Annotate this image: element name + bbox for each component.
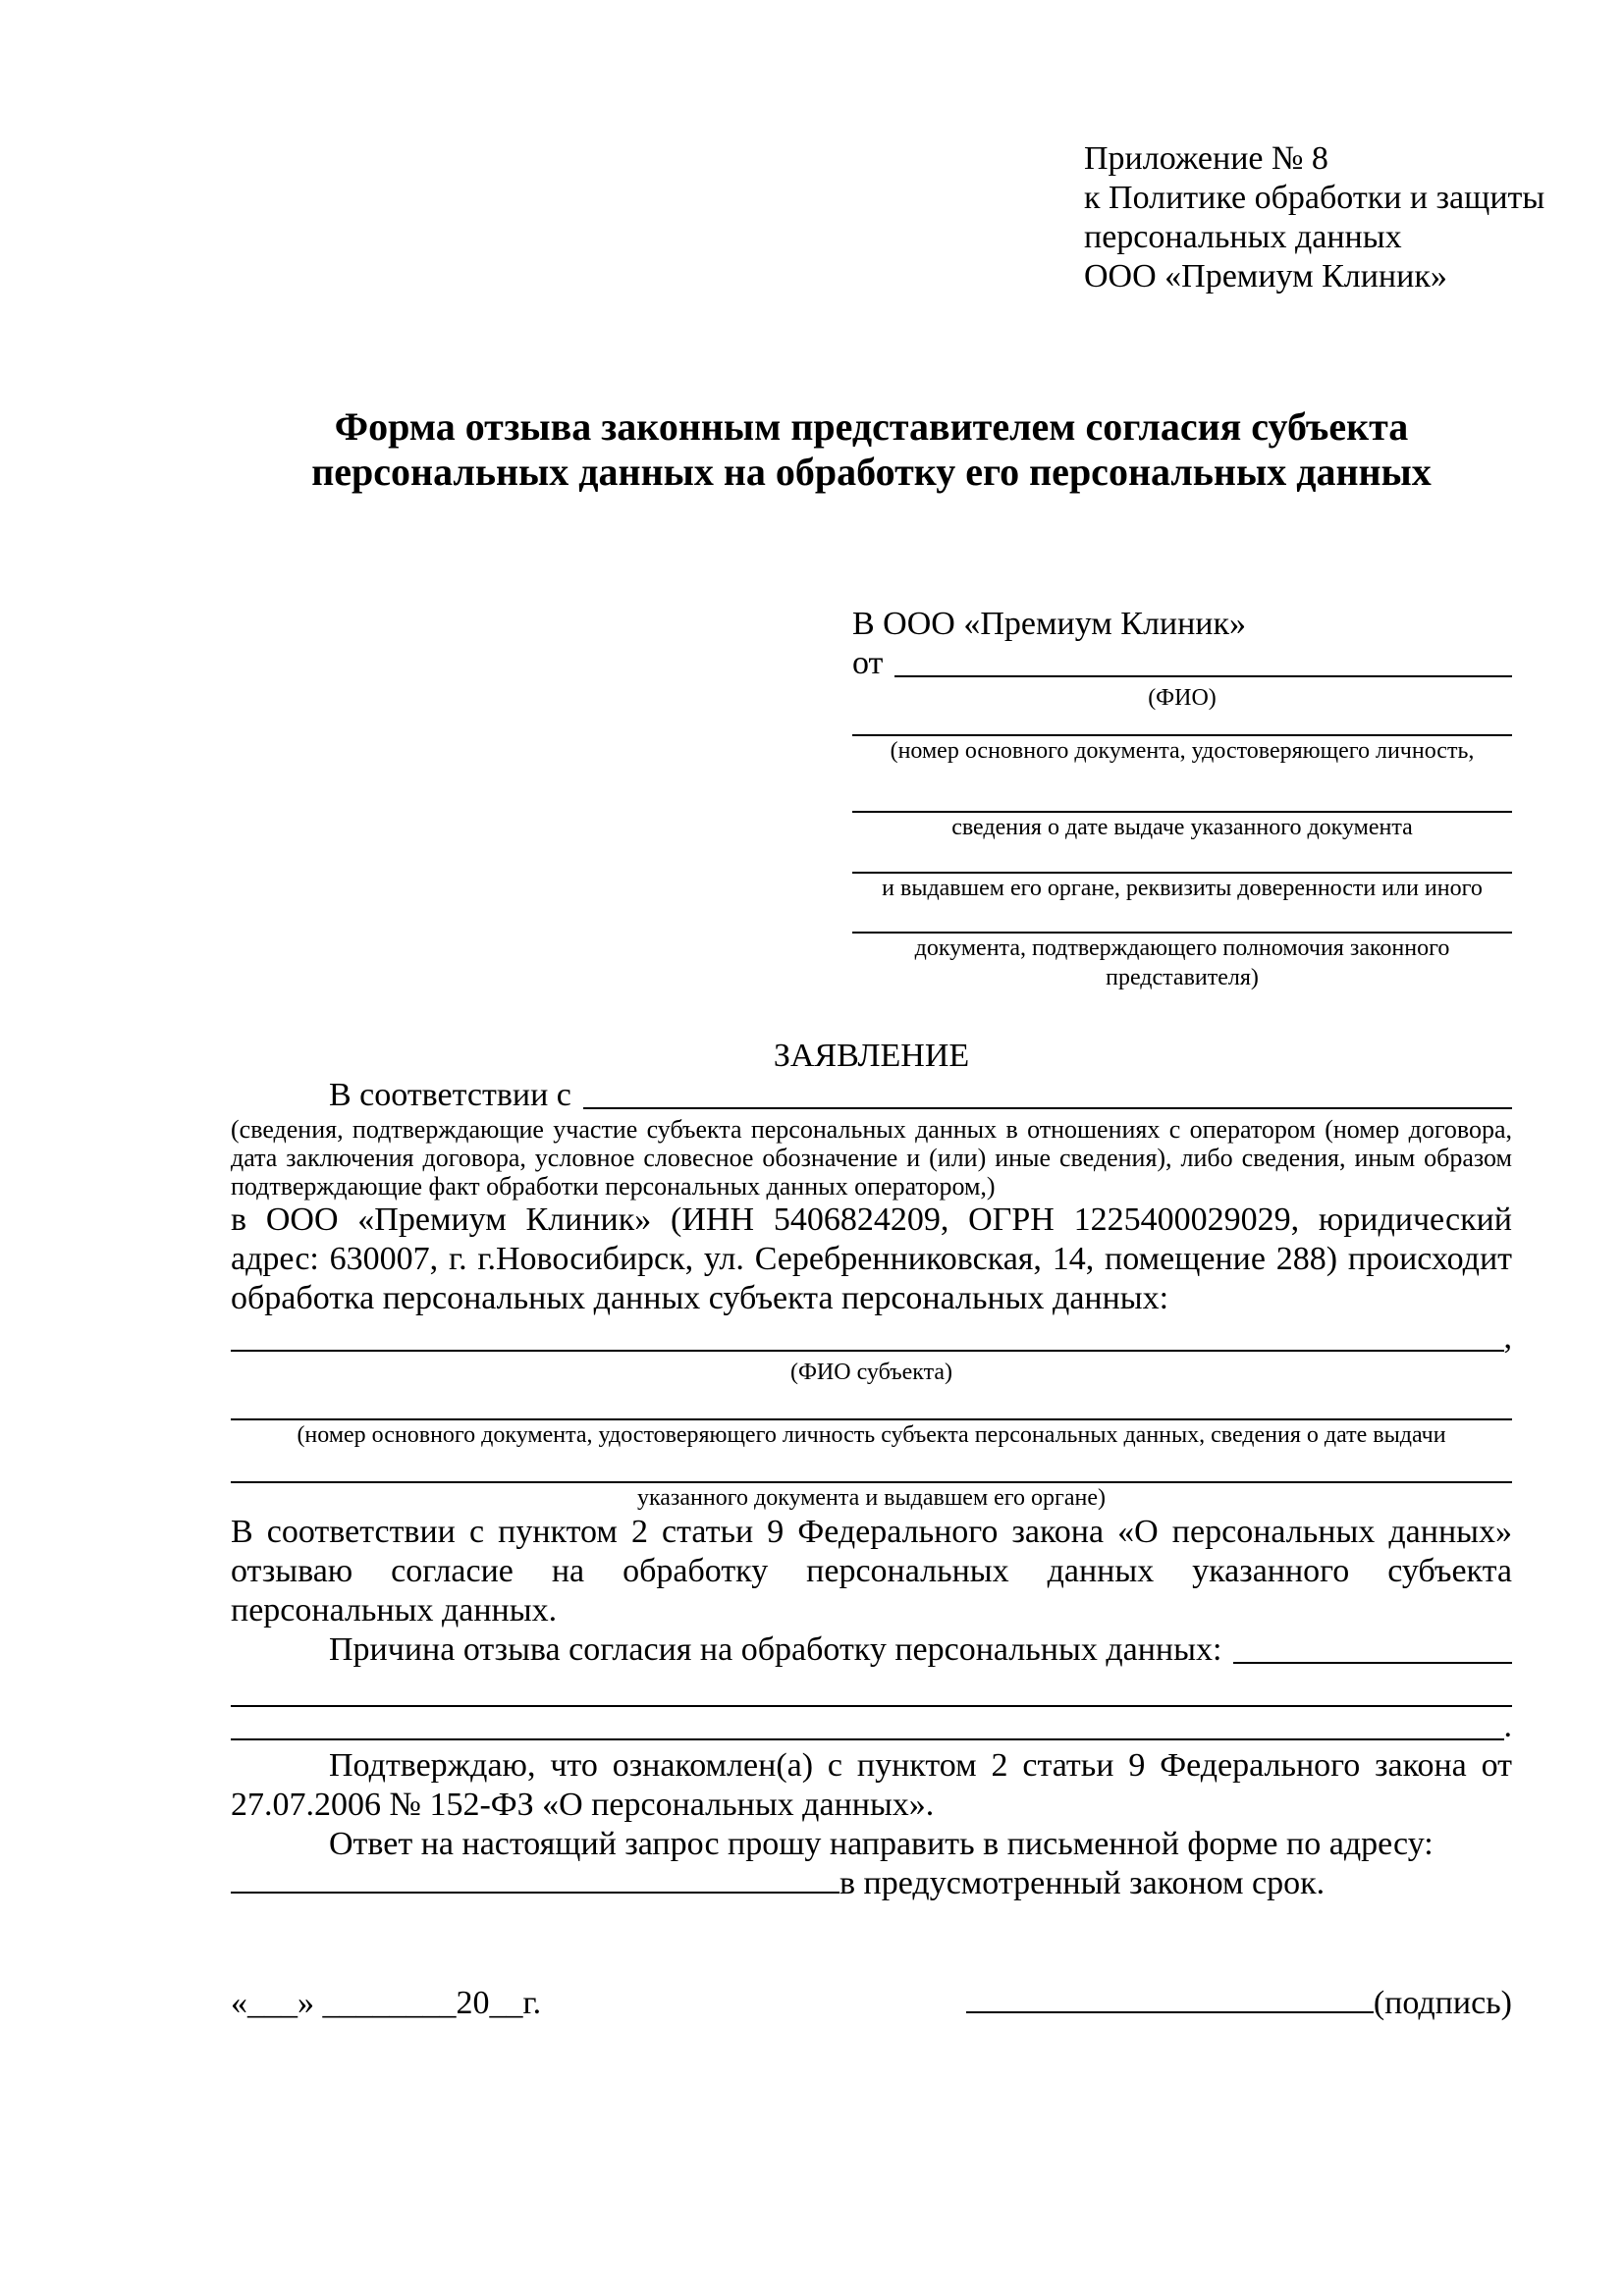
representative-doc-blank-line-1: [852, 713, 1512, 736]
date-line: «___» ________20__г.: [231, 1985, 542, 2021]
subject-doc-caption-2: указанного документа и выдавшем его органе): [636, 1485, 1107, 1511]
signature-group: [966, 1984, 1512, 2023]
subject-fio-row: [231, 1318, 1512, 1358]
doc-caption-2: сведения о дате выдаче указанного документа: [951, 815, 1413, 840]
from-row: [852, 644, 1512, 683]
appendix-header: [1084, 139, 1624, 296]
reason-label: Причина отзыва согласия на обработку персональных данных:: [329, 1631, 1222, 1668]
subject-fio-caption: (ФИО субъекта): [789, 1360, 953, 1385]
representative-doc-blank-line-3: [852, 842, 1512, 874]
doc-caption-3: и выдавшем его органе, реквизиты доверенности или иного: [882, 876, 1483, 901]
subject-doc-caption-1: (номер основного документа, удостоверяющего личность субъекта персональных данных, сведения о дате выдачи: [297, 1422, 1446, 1448]
reason-tail-period: .: [1503, 1708, 1512, 1744]
accordance-blank-line: [583, 1076, 1512, 1109]
appendix-header-line: ООО «Премиум Клиник»: [1084, 258, 1447, 294]
signature-caption: (подпись): [1373, 1985, 1512, 2021]
reason-continuation-line-1: [231, 1670, 1512, 1707]
reply-address-row: [231, 1864, 1512, 1903]
statement-heading: ЗАЯВЛЕНИЕ: [773, 1038, 970, 1074]
reason-blank-line: [1233, 1630, 1512, 1664]
reason-continuation-line-2: [231, 1707, 1504, 1740]
document-title: [231, 404, 1512, 495]
reason-row: [231, 1630, 1512, 1670]
reply-lead-paragraph: Ответ на настоящий запрос прошу направить в письменной форме по адресу:: [329, 1826, 1434, 1862]
document-title-line-2: персональных данных на обработку его персональных данных: [311, 450, 1432, 494]
subject-fio-blank-line: [231, 1318, 1504, 1352]
withdrawal-paragraph: В соответствии с пунктом 2 статьи 9 Федерального закона «О персональных данных» отзываю согласие на обработку персональных данных указанного субъекта персональных данных.: [231, 1514, 1512, 1629]
subject-doc-blank-line-1: [231, 1387, 1512, 1420]
from-label: от: [852, 645, 884, 681]
doc-caption-4: документа, подтверждающего полномочия законного представителя): [914, 935, 1450, 990]
accordance-label: В соответствии с: [329, 1077, 571, 1113]
reason-continuation-row: [231, 1707, 1512, 1746]
operator-paragraph: в ООО «Премиум Клиник» (ИНН 5406824209, ОГРН 1225400029029, юридический адрес: 630007, г. г.Новосибирск, ул. Серебренниковская, 14, помещение 288) происходит обработка персональных данных субъекта персональных данных:: [231, 1201, 1512, 1316]
subject-doc-blank-line-2: [231, 1450, 1512, 1483]
subject-fio-suffix: ,: [1503, 1319, 1512, 1356]
date-signature-row: [231, 1984, 1512, 2023]
note-small-text: (сведения, подтверждающие участие субъекта персональных данных в отношениях с оператором (номер договора, дата заключения договора, условное словесное обозначение и (или) иные сведения), либо сведения, иным образом подтверждающие факт обработки персональных данных оператором,): [231, 1115, 1512, 1201]
appendix-header-line: Приложение № 8: [1084, 140, 1328, 177]
representative-doc-blank-line-4: [852, 903, 1512, 934]
fio-caption: (ФИО): [1148, 685, 1217, 711]
signature-blank-line: [966, 2010, 1374, 2013]
accordance-row: [231, 1076, 1512, 1115]
confirm-paragraph: Подтверждаю, что ознакомлен(а) с пунктом 2 статьи 9 Федерального закона от 27.07.2006 № 152-ФЗ «О персональных данных».: [231, 1747, 1512, 1823]
appendix-header-line: персональных данных: [1084, 219, 1402, 255]
doc-caption-1: (номер основного документа, удостоверяющего личность,: [890, 738, 1475, 764]
statement-body: [231, 1037, 1512, 2023]
representative-fio-blank-line: [894, 644, 1512, 677]
addressee-to: В ООО «Премиум Клиник»: [852, 606, 1247, 642]
addressee-block: [852, 605, 1512, 992]
document-title-line-1: Форма отзыва законным представителем согласия субъекта: [334, 404, 1409, 449]
representative-doc-blank-line-2: [852, 766, 1512, 813]
appendix-header-line: к Политике обработки и защиты: [1084, 180, 1545, 216]
reply-tail-text: в предусмотренный законом срок.: [839, 1865, 1326, 1901]
reply-address-blank-line: [231, 1891, 839, 1894]
